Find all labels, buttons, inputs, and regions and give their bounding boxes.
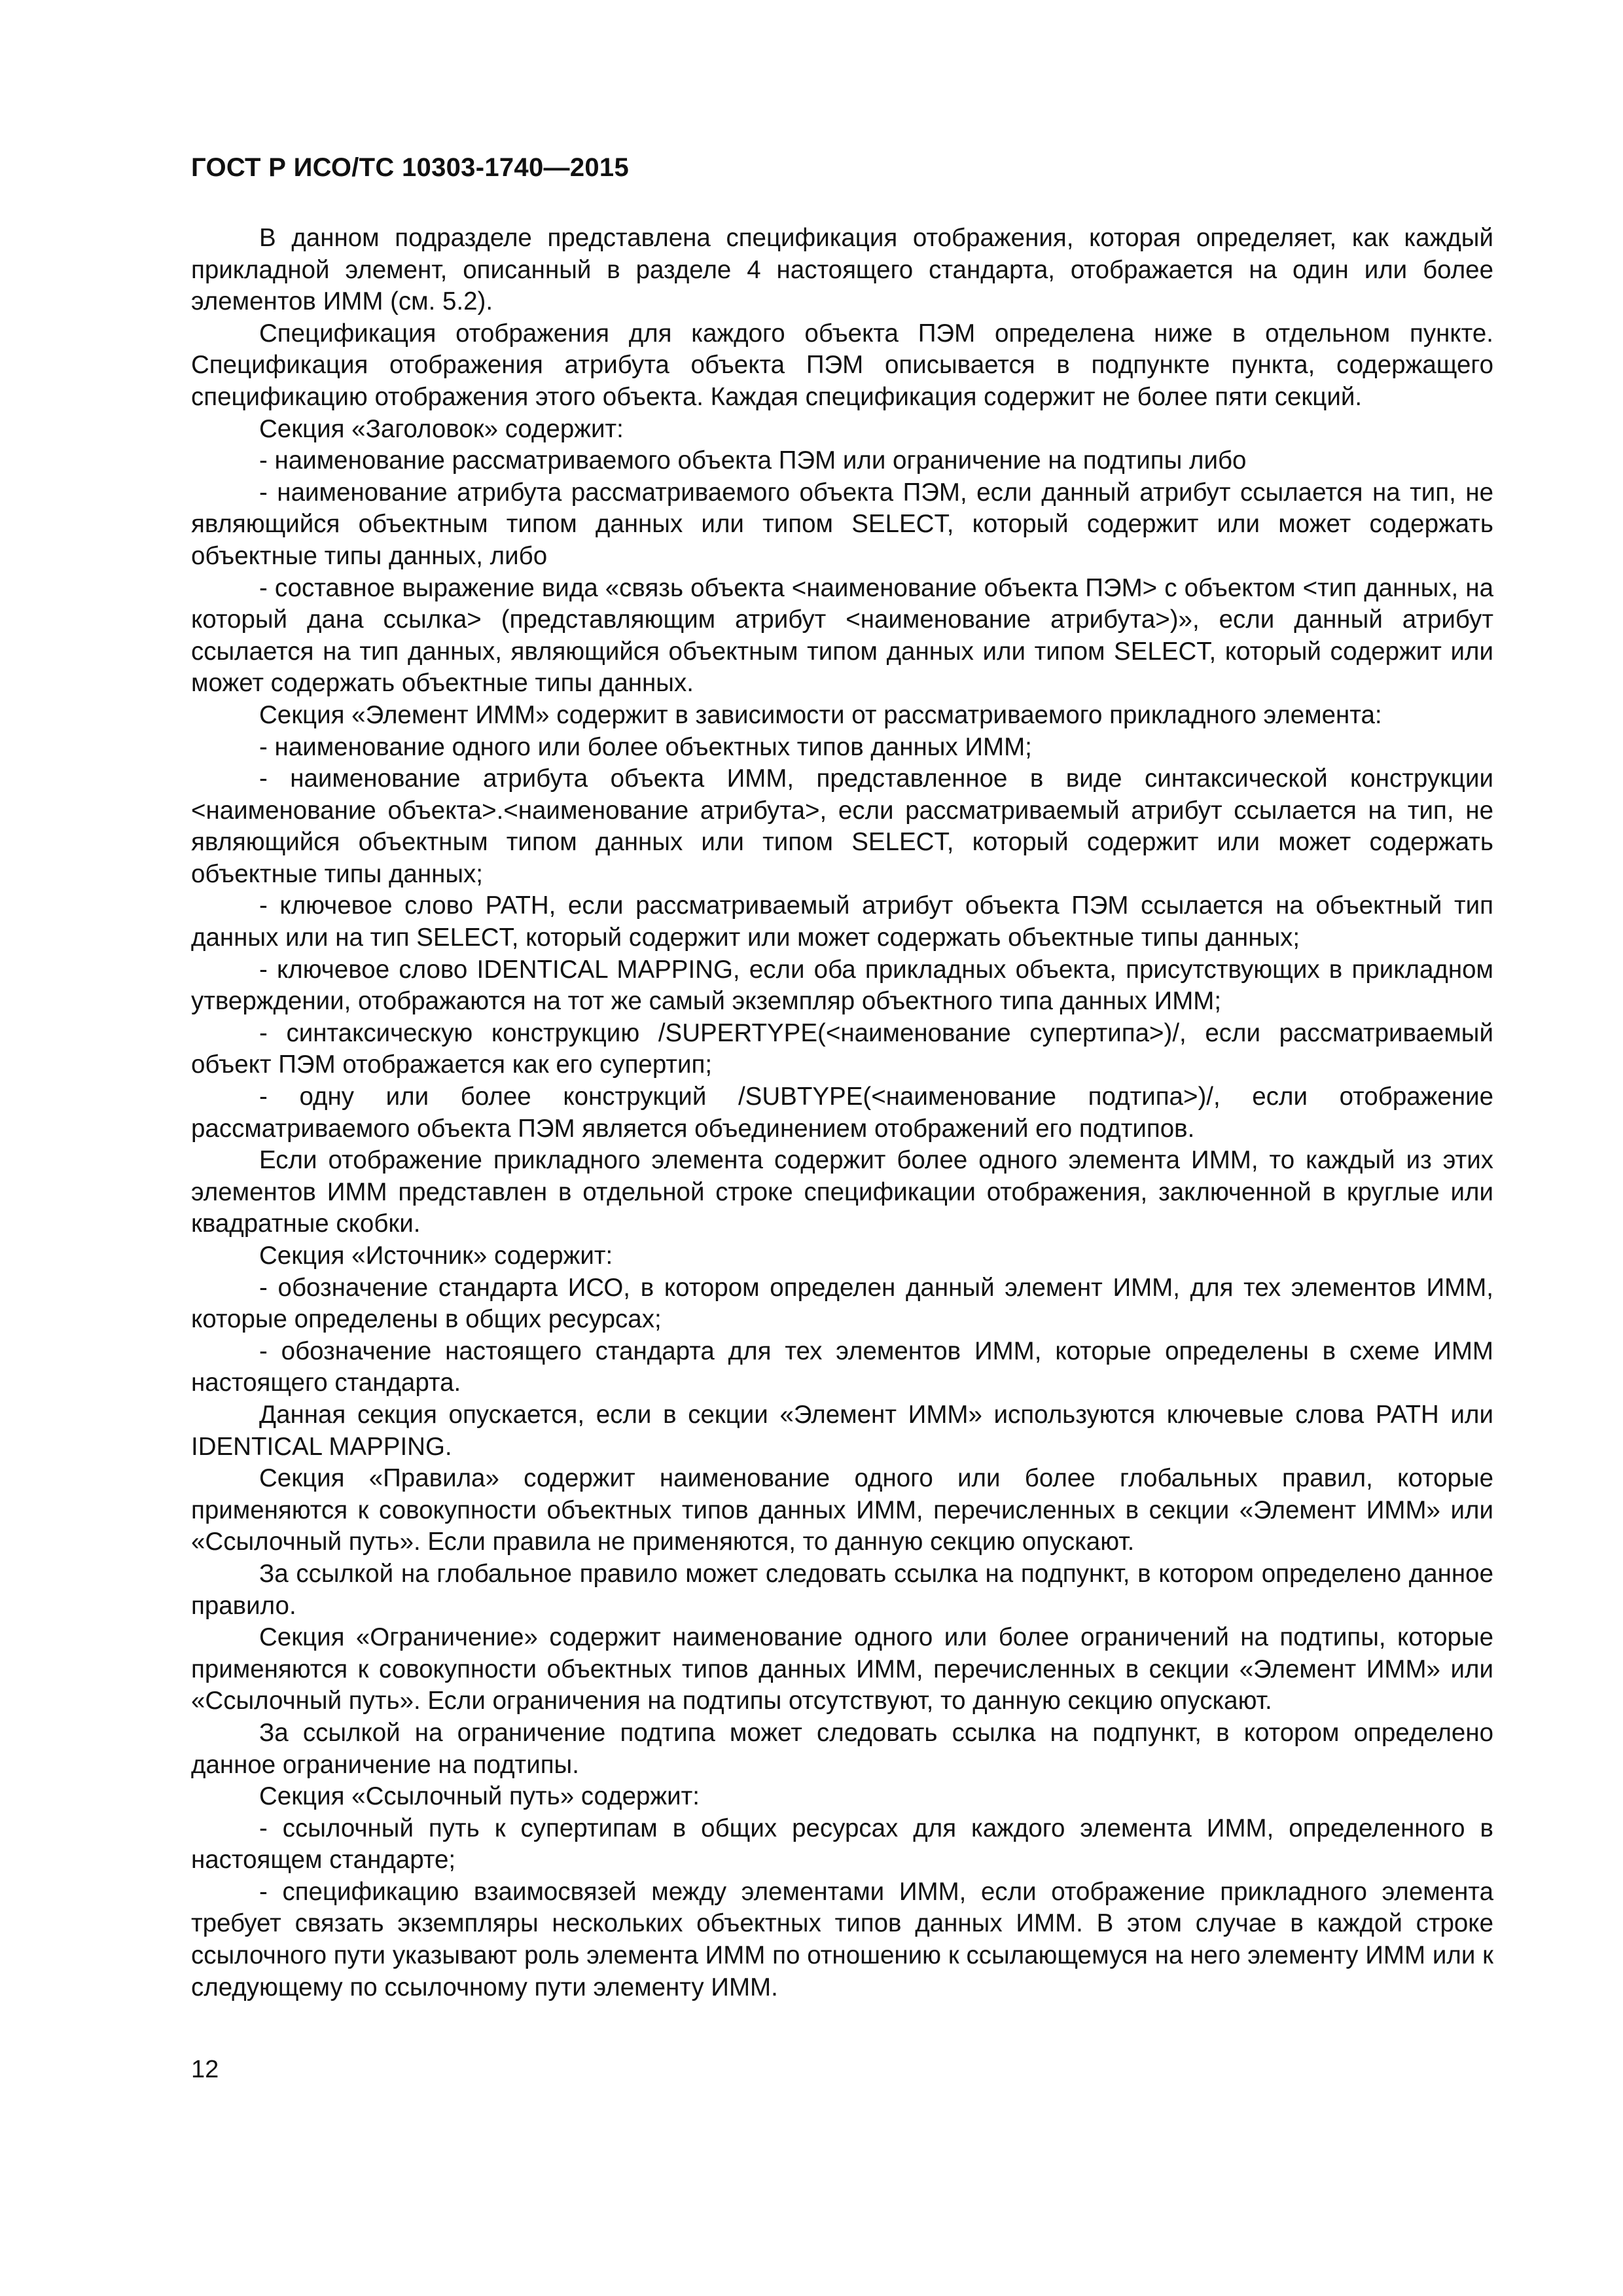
body-paragraph: - одну или более конструкций /SUBTYPE(<наименование подтипа>)/, если отображение рассматриваемого объекта ПЭМ является объединением отображений его подтипов. — [191, 1083, 1493, 1143]
body-paragraph: Если отображение прикладного элемента содержит более одного элемента ИММ, то каждый из этих элементов ИММ представлен в отдельной строке спецификации отображения, заключенной в круглые или квадратные скобки. — [191, 1146, 1493, 1238]
body-paragraph: Секция «Источник» содержит: — [259, 1242, 613, 1270]
body-paragraph: - синтаксическую конструкцию /SUPERTYPE(<наименование супертипа>)/, если рассматриваемый объект ПЭМ отображается как его супертип; — [191, 1018, 1493, 1079]
body-paragraph: Секция «Ссылочный путь» содержит: — [259, 1782, 700, 1811]
body-paragraph: - составное выражение вида «связь объекта <наименование объекта ПЭМ> с объектом <тип данных, на который дана ссылка> (представляющим атрибут <наименование атрибута>)», если данный атрибут ссылается на тип данных, являющийся объектным типом данных или типом SELECT, который содержит или может содержать объектные типы данных. — [191, 573, 1493, 698]
body-paragraph: Секция «Правила» содержит наименование одного или более глобальных правил, которые применяются к совокупности объектных типов данных ИММ, перечисленных в секции «Элемент ИММ» или «Ссылочный путь». Если правила не применяются, то данную секцию опускают. — [191, 1464, 1493, 1556]
document-header: ГОСТ Р ИСО/ТС 10303-1740—2015 — [191, 153, 630, 182]
body-paragraph: - наименование атрибута объекта ИММ, представленное в виде синтаксической конструкции <наименование объекта>.<наименование атрибута>, если рассматриваемый атрибут ссылается на тип, не являющийся объектным типом данных или типом SELECT, который содержит или может содержать объектные типы данных; — [191, 764, 1493, 888]
body-paragraph: За ссылкой на ограничение подтипа может следовать ссылка на подпункт, в котором определено данное ограничение на подтипы. — [191, 1718, 1493, 1779]
body-paragraph: В данном подразделе представлена спецификация отображения, которая определяет, как каждый прикладной элемент, описанный в разделе 4 настоящего стандарта, отображается на один или более элементов ИММ (см. 5.2). — [191, 224, 1493, 316]
body-paragraph: - наименование рассматриваемого объекта ПЭМ или ограничение на подтипы либо — [259, 446, 1247, 475]
body-paragraph: За ссылкой на глобальное правило может следовать ссылка на подпункт, в котором определено данное правило. — [191, 1559, 1493, 1620]
body-paragraph: - наименование одного или более объектных типов данных ИММ; — [259, 732, 1032, 761]
body-text — [191, 223, 1493, 2003]
body-paragraph: - ключевое слово PATH, если рассматриваемый атрибут объекта ПЭМ ссылается на объектный тип данных или на тип SELECT, который содержит или может содержать объектные типы данных; — [191, 891, 1493, 952]
body-paragraph: - спецификацию взаимосвязей между элементами ИММ, если отображение прикладного элемента требует связать экземпляры нескольких объектных типов данных ИММ. В этом случае в каждой строке ссылочного пути указывают роль элемента ИММ по отношению к ссылающемуся на него элементу ИММ или к следующему по ссылочному пути элементу ИММ. — [191, 1877, 1493, 2001]
body-paragraph: - ключевое слово IDENTICAL MAPPING, если оба прикладных объекта, присутствующих в прикладном утверждении, отображаются на тот же самый экземпляр объектного типа данных ИММ; — [191, 955, 1493, 1016]
body-paragraph: - наименование атрибута рассматриваемого объекта ПЭМ, если данный атрибут ссылается на тип, не являющийся объектным типом данных или типом SELECT, который содержит или может содержать объектные типы данных, либо — [191, 478, 1493, 570]
body-paragraph: Данная секция опускается, если в секции «Элемент ИММ» используются ключевые слова PATH или IDENTICAL MAPPING. — [191, 1400, 1493, 1461]
body-paragraph: - обозначение стандарта ИСО, в котором определен данный элемент ИММ, для тех элементов ИММ, которые определены в общих ресурсах; — [191, 1273, 1493, 1334]
page-number: 12 — [191, 2056, 219, 2083]
body-paragraph: Секция «Элемент ИММ» содержит в зависимости от рассматриваемого прикладного элемента: — [259, 700, 1382, 729]
body-paragraph: Спецификация отображения для каждого объекта ПЭМ определена ниже в отдельном пункте. Спецификация отображения атрибута объекта ПЭМ описывается в подпункте пункта, содержащего спецификацию отображения этого объекта. Каждая спецификация содержит не более пяти секций. — [191, 319, 1493, 411]
body-paragraph: - обозначение настоящего стандарта для тех элементов ИММ, которые определены в схеме ИММ настоящего стандарта. — [191, 1336, 1493, 1397]
body-paragraph: - ссылочный путь к супертипам в общих ресурсах для каждого элемента ИММ, определенного в настоящем стандарте; — [191, 1814, 1493, 1874]
body-paragraph: Секция «Заголовок» содержит: — [259, 414, 624, 443]
body-paragraph: Секция «Ограничение» содержит наименование одного или более ограничений на подтипы, которые применяются к совокупности объектных типов данных ИММ, перечисленных в секции «Элемент ИММ» или «Ссылочный путь». Если ограничения на подтипы отсутствуют, то данную секцию опускают. — [191, 1623, 1493, 1715]
